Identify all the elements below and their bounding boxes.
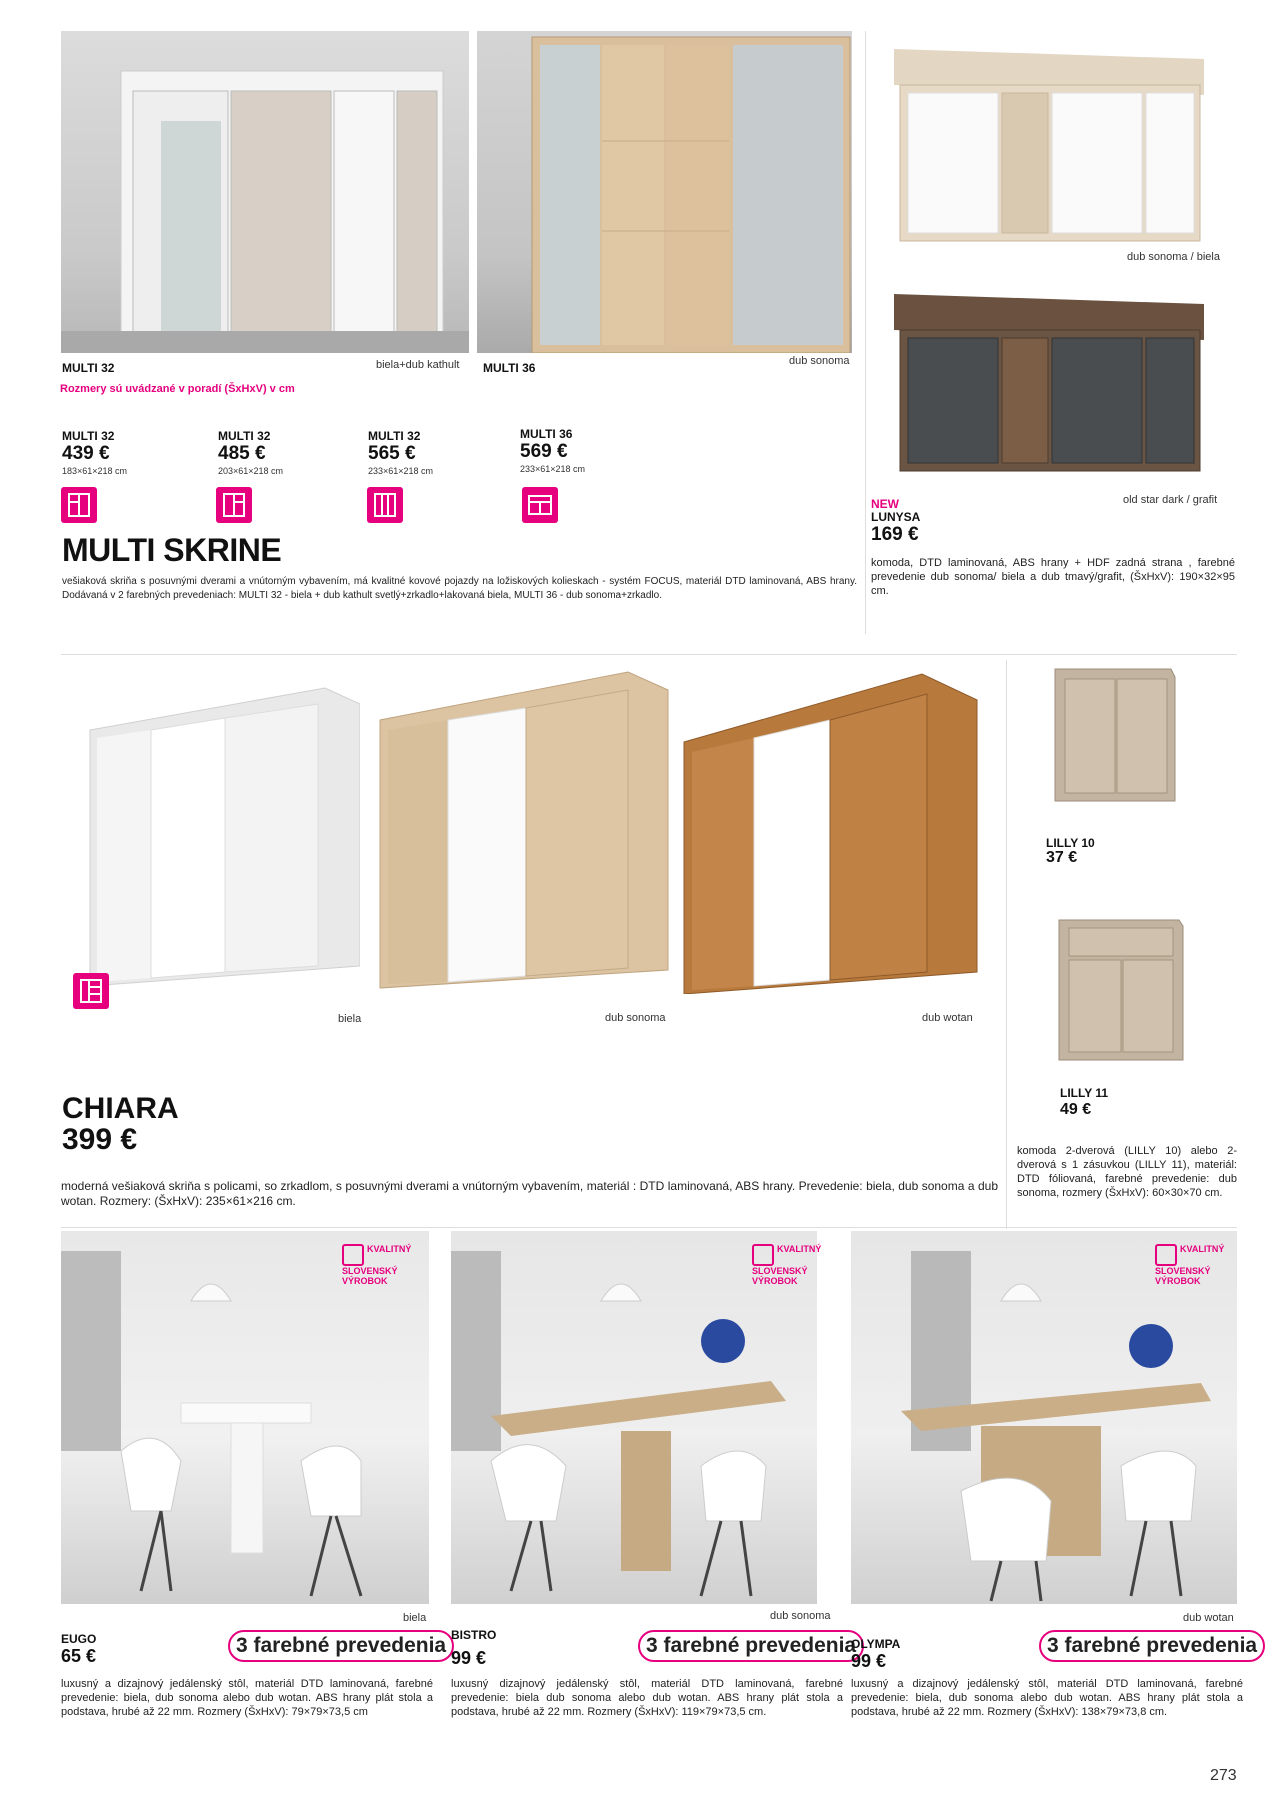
olympa-price: 99 € [851,1651,887,1671]
olympa-name: OLYMPA [851,1637,901,1651]
lunysa-description: komoda, DTD laminovaná, ABS hrany + HDF zadná strana , farebné prevedenie dub sonoma/ biela a dub tmavý/grafit, (ŠxHxV): 190×32×95 cm. [871,557,1235,597]
lunysa-dark-label: old star dark / grafit [1123,494,1218,506]
lunysa-sonoma-illustration [892,45,1208,245]
lilly11-photo [1055,916,1185,1062]
eugo-table-illustration [61,1231,429,1604]
lilly-description: komoda 2-dverová (LILLY 10) alebo 2-dverová s 1 zásuvkou (LILLY 11), materiál: DTD fóliovaná, farebné prevedenie: dub sonoma, rozmery (ŠxHxV): 60×30×70 cm. [1017,1145,1237,1199]
olympa-description: luxusný a dizajnový jedálenský stôl, materiál DTD laminovaná, farebné prevedenie: biela, dub sonoma alebo dub wotan. ABS hrany plát stola a podstava, hrubé až 22 mm. Rozmery (ŠxHxV): 138×79×73,8 cm. [851,1678,1243,1718]
variant-name: MULTI 36 [520,427,573,441]
lunysa-sonoma-photo [892,45,1208,245]
quality-badge [342,1244,422,1286]
variant-price: 439 € [62,443,110,464]
variant-dims: 203×61×218 cm [218,466,284,476]
quality-badge [1155,1244,1235,1286]
lilly10-illustration [1051,665,1177,805]
bistro-photo [451,1231,817,1604]
chiara-sonoma-illustration [378,670,670,990]
divider-horizontal-1 [61,654,1237,655]
multi36-name: MULTI 36 [483,361,536,375]
variant-price: 485 € [218,443,266,464]
variant-name: MULTI 32 [218,429,271,443]
quality-badge-text: KVALITNÝ SLOVENSKÝ VÝROBOK [1155,1244,1225,1286]
multi32-name: MULTI 32 [62,361,115,375]
quality-badge-text: KVALITNÝ SLOVENSKÝ VÝROBOK [342,1244,412,1286]
eugo-description: luxusný a dizajnový jedálenský stôl, materiál DTD laminovaná, farebné prevedenie: biela, dub sonoma alebo dub wotan. ABS hrany plát stola a podstava, hrubé až 22 mm. Rozmery (ŠxHxV): 79×79×73,5 cm [61,1678,433,1718]
divider-vertical-mid [1006,660,1007,1229]
eugo-color-label: biela [403,1612,427,1624]
chiara-wotan-label: dub wotan [922,1012,973,1024]
olympa-photo [851,1231,1237,1604]
slovak-shield-icon [342,1244,364,1266]
chiara-white-illustration [85,686,360,990]
bistro-description: luxusný dizajnový jedálenský stôl, materiál DTD laminovaná, farebné prevedenie: biela dub sonoma alebo dub wotan. ABS hrany plát stola a podstava, hrubé až 22 mm. Rozmery (ŠxHxV): 119×79×73,5 cm. [451,1678,843,1718]
variant-name: MULTI 32 [62,429,115,443]
lilly11-illustration [1055,916,1185,1062]
wardrobe-interior-icon [73,973,109,1009]
slovak-shield-icon [1155,1244,1177,1266]
wardrobe-interior-icon [522,487,558,523]
chiara-sonoma-label: dub sonoma [605,1012,666,1024]
eugo-photo [61,1231,429,1604]
lunysa-name: LUNYSA [871,510,921,524]
variant-price: 569 € [520,441,568,462]
multi36-photo [477,31,852,353]
bistro-color-label: dub sonoma [770,1610,831,1622]
chiara-wotan-photo [682,672,978,994]
bistro-table-illustration [451,1231,817,1604]
page-number: 273 [1210,1767,1237,1784]
variant-name: MULTI 32 [368,429,421,443]
eugo-price: 65 € [61,1646,97,1666]
lilly10-price: 37 € [1046,849,1078,866]
multi32-photo [61,31,469,353]
bistro-color-count-oval: 3 farebné prevedenia [638,1630,864,1662]
lunysa-price: 169 € [871,524,919,545]
olympa-table-illustration [851,1231,1237,1604]
variant-dims: 233×61×218 cm [368,466,434,476]
slovak-shield-icon [752,1244,774,1266]
lunysa-dark-illustration [892,290,1208,475]
multi36-wardrobe-illustration [477,31,852,353]
eugo-color-count-oval: 3 farebné prevedenia [228,1630,454,1662]
eugo-name: EUGO [61,1632,97,1646]
multi32-color-label: biela+dub kathult [376,359,460,371]
multi-description: vešiaková skriňa s posuvnými dverami a vnútorným vybavením, má kvalitné kovové pojazdy na ložiskových kolieskach - systém FOCUS, materiál DTD laminovaná, ABS hrany. Dodávaná v 2 farebných prevedeniach: MULTI 32 - biela + dub kathult svetlý+zrkadlo+lakovaná biela, MULTI 36 - dub sonoma+zrkadlo. [62,576,857,601]
quality-badge [752,1244,832,1286]
multi32-wardrobe-illustration [61,31,469,353]
variant-dims: 183×61×218 cm [62,466,128,476]
chiara-sonoma-photo [378,670,670,990]
lunysa-dark-photo [892,290,1208,475]
variant-price: 565 € [368,443,416,464]
wardrobe-interior-icon [367,487,403,523]
chiara-name: CHIARA [62,1092,179,1125]
quality-badge-text: KVALITNÝ SLOVENSKÝ VÝROBOK [752,1244,822,1286]
olympa-color-count-oval: 3 farebné prevedenia [1039,1630,1265,1662]
lilly11-price: 49 € [1060,1101,1092,1118]
multi36-color-label: dub sonoma [789,355,850,367]
lilly10-name: LILLY 10 [1046,836,1095,850]
dimension-order-note: Rozmery sú uvádzané v poradí (ŠxHxV) v cm [60,383,295,395]
chiara-description: moderná vešiaková skriňa s policami, so zrkadlom, s posuvnými dverami a vnútorným vybavením, materiál : DTD laminovaná, ABS hrany. Prevedenie: biela, dub sonoma a dub wotan. Rozmery: (ŠxHxV): 235×61×216 cm. [61,1179,998,1208]
olympa-color-label: dub wotan [1183,1612,1234,1624]
bistro-price: 99 € [451,1648,487,1668]
bistro-name: BISTRO [451,1628,497,1642]
divider-vertical-top [865,31,866,634]
chiara-wotan-illustration [682,672,978,994]
chiara-white-photo [85,686,360,990]
lunysa-sonoma-label: dub sonoma / biela [1127,251,1220,263]
multi-title: MULTI SKRINE [62,532,282,568]
lilly11-name: LILLY 11 [1060,1086,1109,1100]
wardrobe-interior-icon [61,487,97,523]
variant-dims: 233×61×218 cm [520,464,586,474]
new-badge: NEW [871,497,899,511]
lilly10-photo [1051,665,1177,805]
chiara-white-label: biela [338,1013,362,1025]
divider-horizontal-2 [61,1227,1237,1228]
chiara-price: 399 € [62,1123,138,1156]
wardrobe-interior-icon [216,487,252,523]
